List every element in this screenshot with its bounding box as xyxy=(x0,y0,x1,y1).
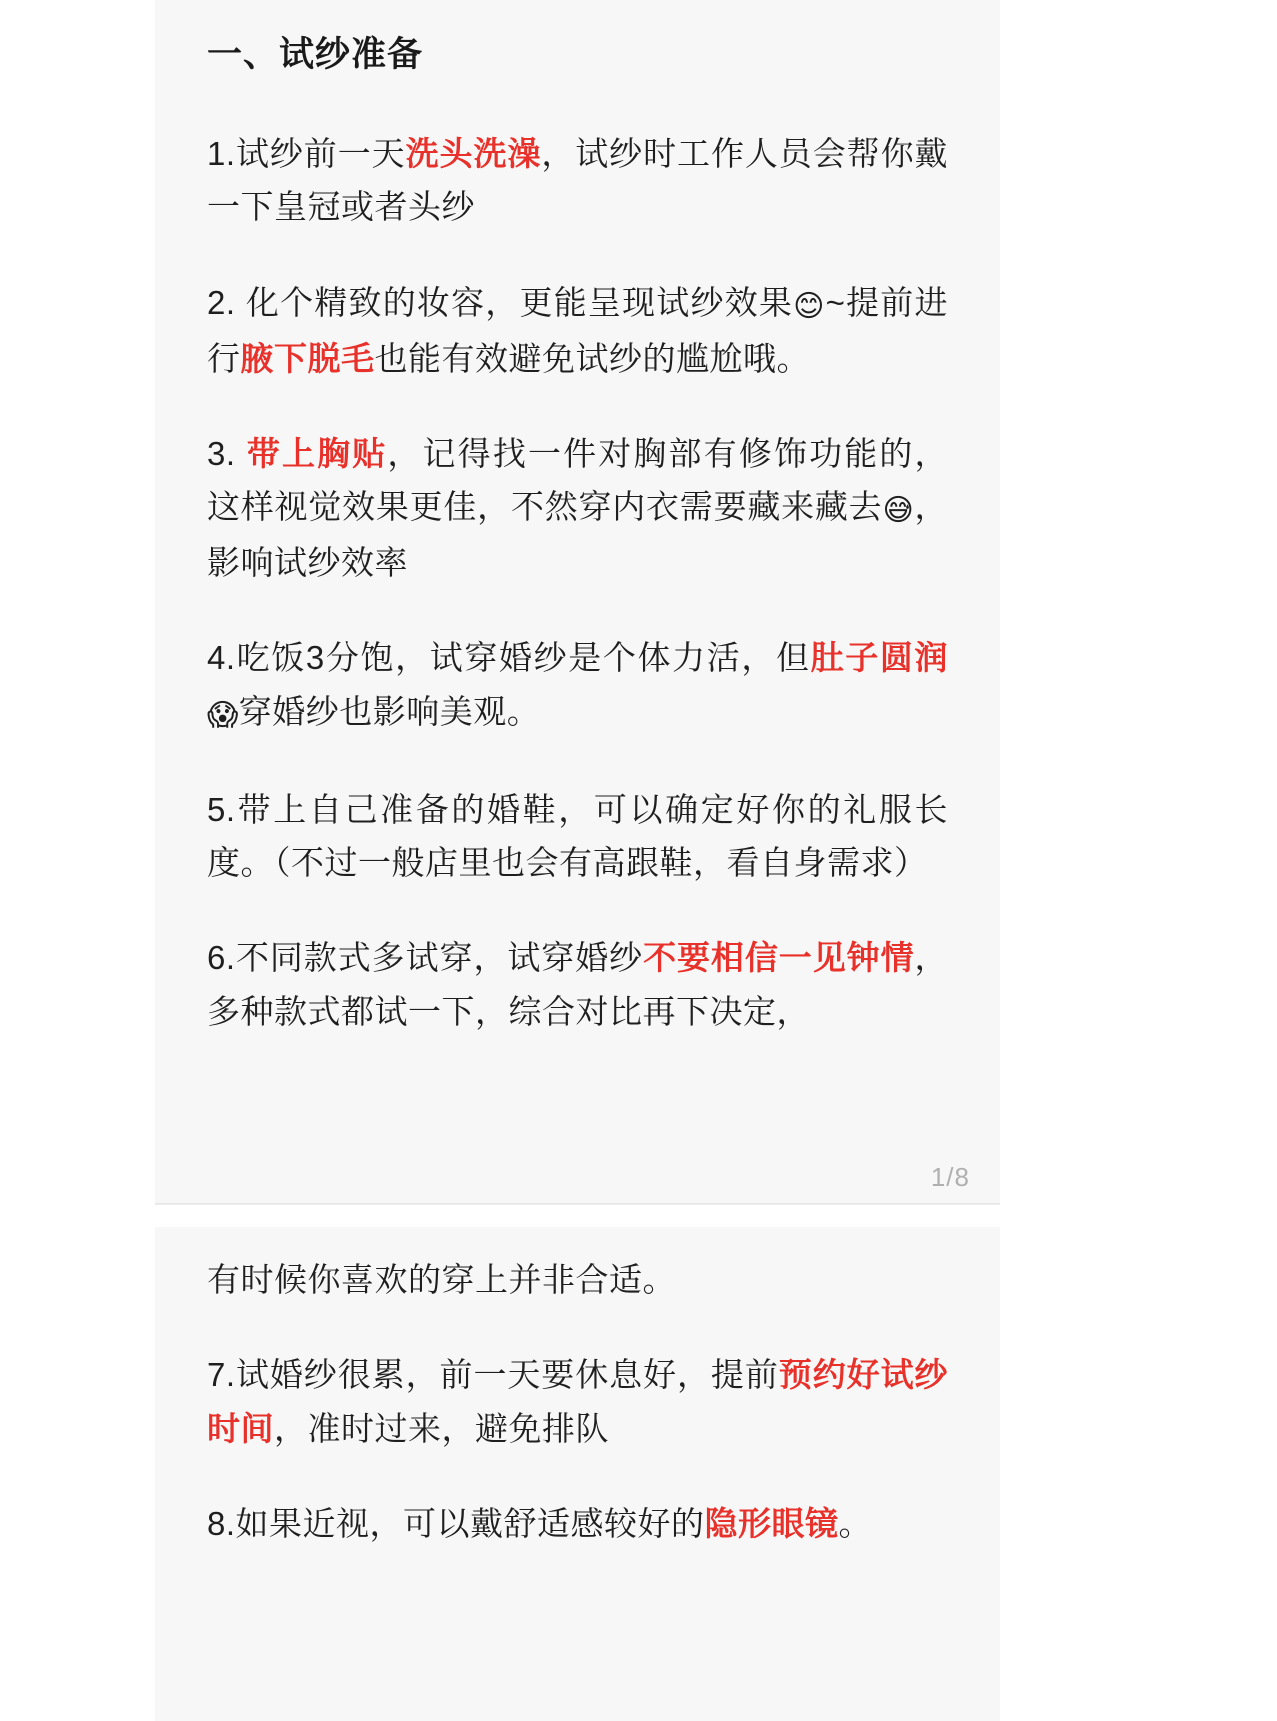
highlighted-text: 洗头洗澡 xyxy=(405,135,542,172)
card-first-body xyxy=(207,127,948,1038)
highlighted-text: 隐形眼镜 xyxy=(704,1505,839,1543)
body-text: ，试纱时工作人员会帮你戴一下皇冠或者头纱 xyxy=(207,135,949,226)
body-text: 7.试婚纱很累，前一天要休息好，提前 xyxy=(207,1356,779,1394)
emoji-glyph: 😱 xyxy=(207,698,239,732)
highlighted-text: 肚子圆润 xyxy=(810,639,948,677)
body-text: 2. 化个精致的妆容，更能呈现试纱效果 xyxy=(207,283,794,321)
card-second-body xyxy=(207,1253,948,1551)
emoji-glyph: 😅 xyxy=(882,494,915,528)
section-heading: 一、试纱准备 xyxy=(207,35,424,74)
body-text: ，多种款式都试一下，综合对比再下决定， xyxy=(207,939,948,1030)
body-text: 1.试纱前一天 xyxy=(207,135,406,172)
body-text: 有时候你喜欢的穿上并非合适。 xyxy=(207,1261,676,1298)
body-text: ，影响试纱效率 xyxy=(207,488,949,581)
highlighted-text: 带上胸贴 xyxy=(246,434,388,472)
paragraph xyxy=(207,931,948,1038)
highlighted-text: 预约好试纱时间 xyxy=(207,1356,949,1447)
highlighted-text: 不要相信一见钟情 xyxy=(643,939,915,977)
paragraph xyxy=(207,427,948,590)
body-text: 6.不同款式多试穿，试穿婚纱 xyxy=(207,939,644,977)
body-text: 5.带上自己准备的婚鞋，可以确定好你的礼服长度。（不过一般店里也会有高跟鞋，看自身需求） xyxy=(207,790,948,881)
left-gutter xyxy=(0,0,155,1721)
page-indicator: 1/8 xyxy=(930,1162,970,1192)
body-text: 3. xyxy=(207,434,247,472)
body-text: 4.吃饭3分饱，试穿婚纱是个体力活，但 xyxy=(207,639,811,677)
paragraph xyxy=(207,631,948,740)
body-text: ~提前进行 xyxy=(207,283,948,377)
paragraph xyxy=(207,1348,948,1455)
paragraph xyxy=(207,276,948,385)
paragraph xyxy=(207,127,948,234)
body-text: 。 xyxy=(838,1505,873,1543)
body-text: ，准时过来，避免排队 xyxy=(274,1409,609,1447)
paragraph xyxy=(207,783,948,890)
body-text: 穿婚纱也影响美观。 xyxy=(238,692,541,730)
body-text: 也能有效避免试纱的尴尬哦。 xyxy=(374,339,810,377)
paragraph xyxy=(207,1497,948,1550)
body-text: 8.如果近视，可以戴舒适感较好的 xyxy=(207,1505,705,1543)
content-card-second xyxy=(155,1227,1000,1721)
right-gutter xyxy=(1000,0,1277,1721)
body-text: ，记得找一件对胸部有修饰功能的，这样视觉效果更佳，不然穿内衣需要藏来藏去 xyxy=(207,434,949,526)
highlighted-text: 腋下脱毛 xyxy=(240,339,375,377)
emoji-glyph: 😊 xyxy=(793,289,826,323)
card-gap xyxy=(155,1205,1000,1227)
content-card-first xyxy=(155,0,1000,1205)
paragraph xyxy=(207,1253,948,1306)
